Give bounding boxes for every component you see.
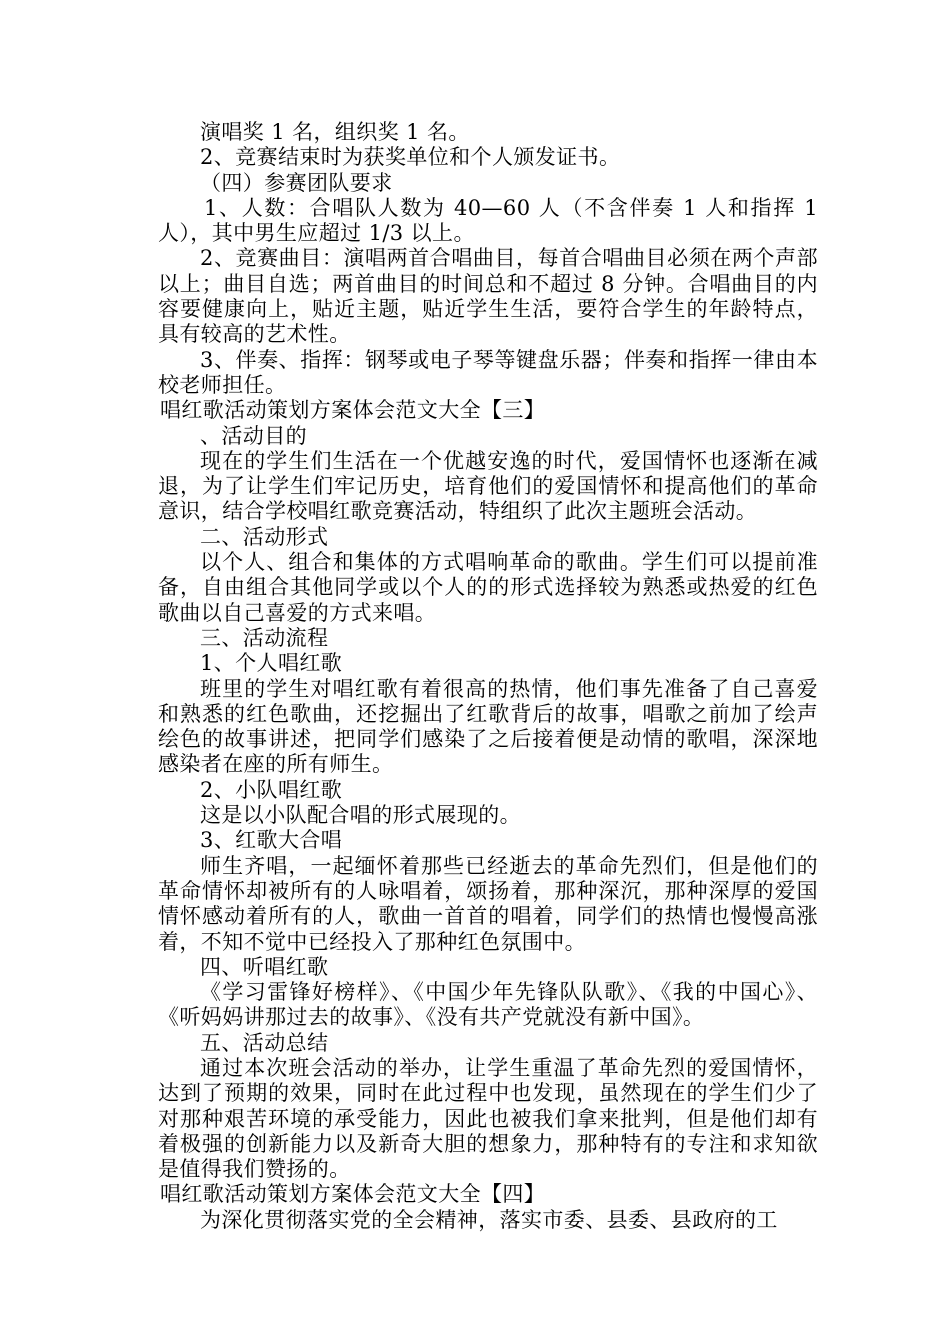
document-body bbox=[158, 120, 818, 1233]
section-heading-team-requirements: （四）参赛团队要求 bbox=[200, 170, 393, 195]
paragraph-chorus: 师生齐唱，一起缅怀着那些已经逝去的革命先烈们，但是他们的革命情怀却被所有的人咏唱着，颂扬着，那种深沉，那种深厚的爱国情怀感动着所有的人，歌曲一首首的唱着，同学们的热情也慢慢高涨着，不知不觉中已经投入了那种红色氛围中。 bbox=[158, 853, 818, 954]
paragraph-certificates: 2、竞赛结束时为获奖单位和个人颁发证书。 bbox=[200, 145, 621, 170]
paragraph-part-four-intro: 为深化贯彻落实党的全会精神，落实市委、县委、县政府的工 bbox=[200, 1207, 778, 1232]
subheading-squad: 2、小队唱红歌 bbox=[200, 777, 343, 802]
section-heading-summary: 五、活动总结 bbox=[200, 1030, 329, 1055]
section-heading-format: 二、活动形式 bbox=[200, 524, 329, 549]
paragraph-song-list: 《学习雷锋好榜样》、《中国少年先锋队队歌》、《我的中国心》、《听妈妈讲那过去的故事》、《没有共产党就没有新中国》。 bbox=[158, 980, 818, 1030]
paragraph-accompaniment: 3、伴奏、指挥：钢琴或电子琴等键盘乐器；伴奏和指挥一律由本校老师担任。 bbox=[158, 347, 818, 397]
section-heading-listening: 四、听唱红歌 bbox=[200, 954, 329, 979]
paragraph-repertoire: 2、竞赛曲目：演唱两首合唱曲目，每首合唱曲目必须在两个声部以上；曲目自选；两首曲目的时间总和不超过 8 分钟。合唱曲目的内容要健康向上，贴近主题，贴近学生生活，要符合学生的年龄特点，具有较高的艺术性。 bbox=[158, 246, 818, 347]
subheading-chorus: 3、红歌大合唱 bbox=[200, 828, 343, 853]
paragraph-award-continuation: 演唱奖 1 名，组织奖 1 名。 bbox=[200, 120, 470, 144]
section-heading-purpose: 、活动目的 bbox=[200, 423, 307, 448]
article-heading-part-three: 唱红歌活动策划方案体会范文大全【三】 bbox=[160, 398, 546, 423]
article-heading-part-four: 唱红歌活动策划方案体会范文大全【四】 bbox=[160, 1182, 546, 1207]
paragraph-summary: 通过本次班会活动的举办，让学生重温了革命先烈的爱国情怀，达到了预期的效果，同时在此过程中也发现，虽然现在的学生们少了对那种艰苦环境的承受能力，因此也被我们拿来批判，但是他们却有着极强的创新能力以及新奇大胆的想象力，那种特有的专注和求知欲是值得我们赞扬的。 bbox=[158, 1055, 818, 1182]
paragraph-purpose: 现在的学生们生活在一个优越安逸的时代，爱国情怀也逐渐在减退，为了让学生们牢记历史，培育他们的爱国情怀和提高他们的革命意识，结合学校唱红歌竞赛活动，特组织了此次主题班会活动。 bbox=[158, 448, 818, 524]
paragraph-squad: 这是以小队配合唱的形式展现的。 bbox=[200, 803, 521, 828]
paragraph-team-size: 1、人数：合唱队人数为 40—60 人（不含伴奏 1 人和指挥 1 人），其中男生应超过 1/3 以上。 bbox=[158, 195, 818, 246]
subheading-individual: 1、个人唱红歌 bbox=[200, 651, 343, 676]
paragraph-format: 以个人、组合和集体的方式唱响革命的歌曲。学生们可以提前准备，自由组合其他同学或以个人的的形式选择较为熟悉或热爱的红色歌曲以自己喜爱的方式来唱。 bbox=[158, 550, 818, 625]
paragraph-individual: 班里的学生对唱红歌有着很高的热情，他们事先准备了自己喜爱和熟悉的红色歌曲，还挖掘出了红歌背后的故事，唱歌之前加了绘声绘色的故事讲述，把同学们感染了之后接着便是动情的歌唱，深深地感染者在座的所有师生。 bbox=[158, 676, 818, 777]
section-heading-process: 三、活动流程 bbox=[200, 625, 329, 650]
